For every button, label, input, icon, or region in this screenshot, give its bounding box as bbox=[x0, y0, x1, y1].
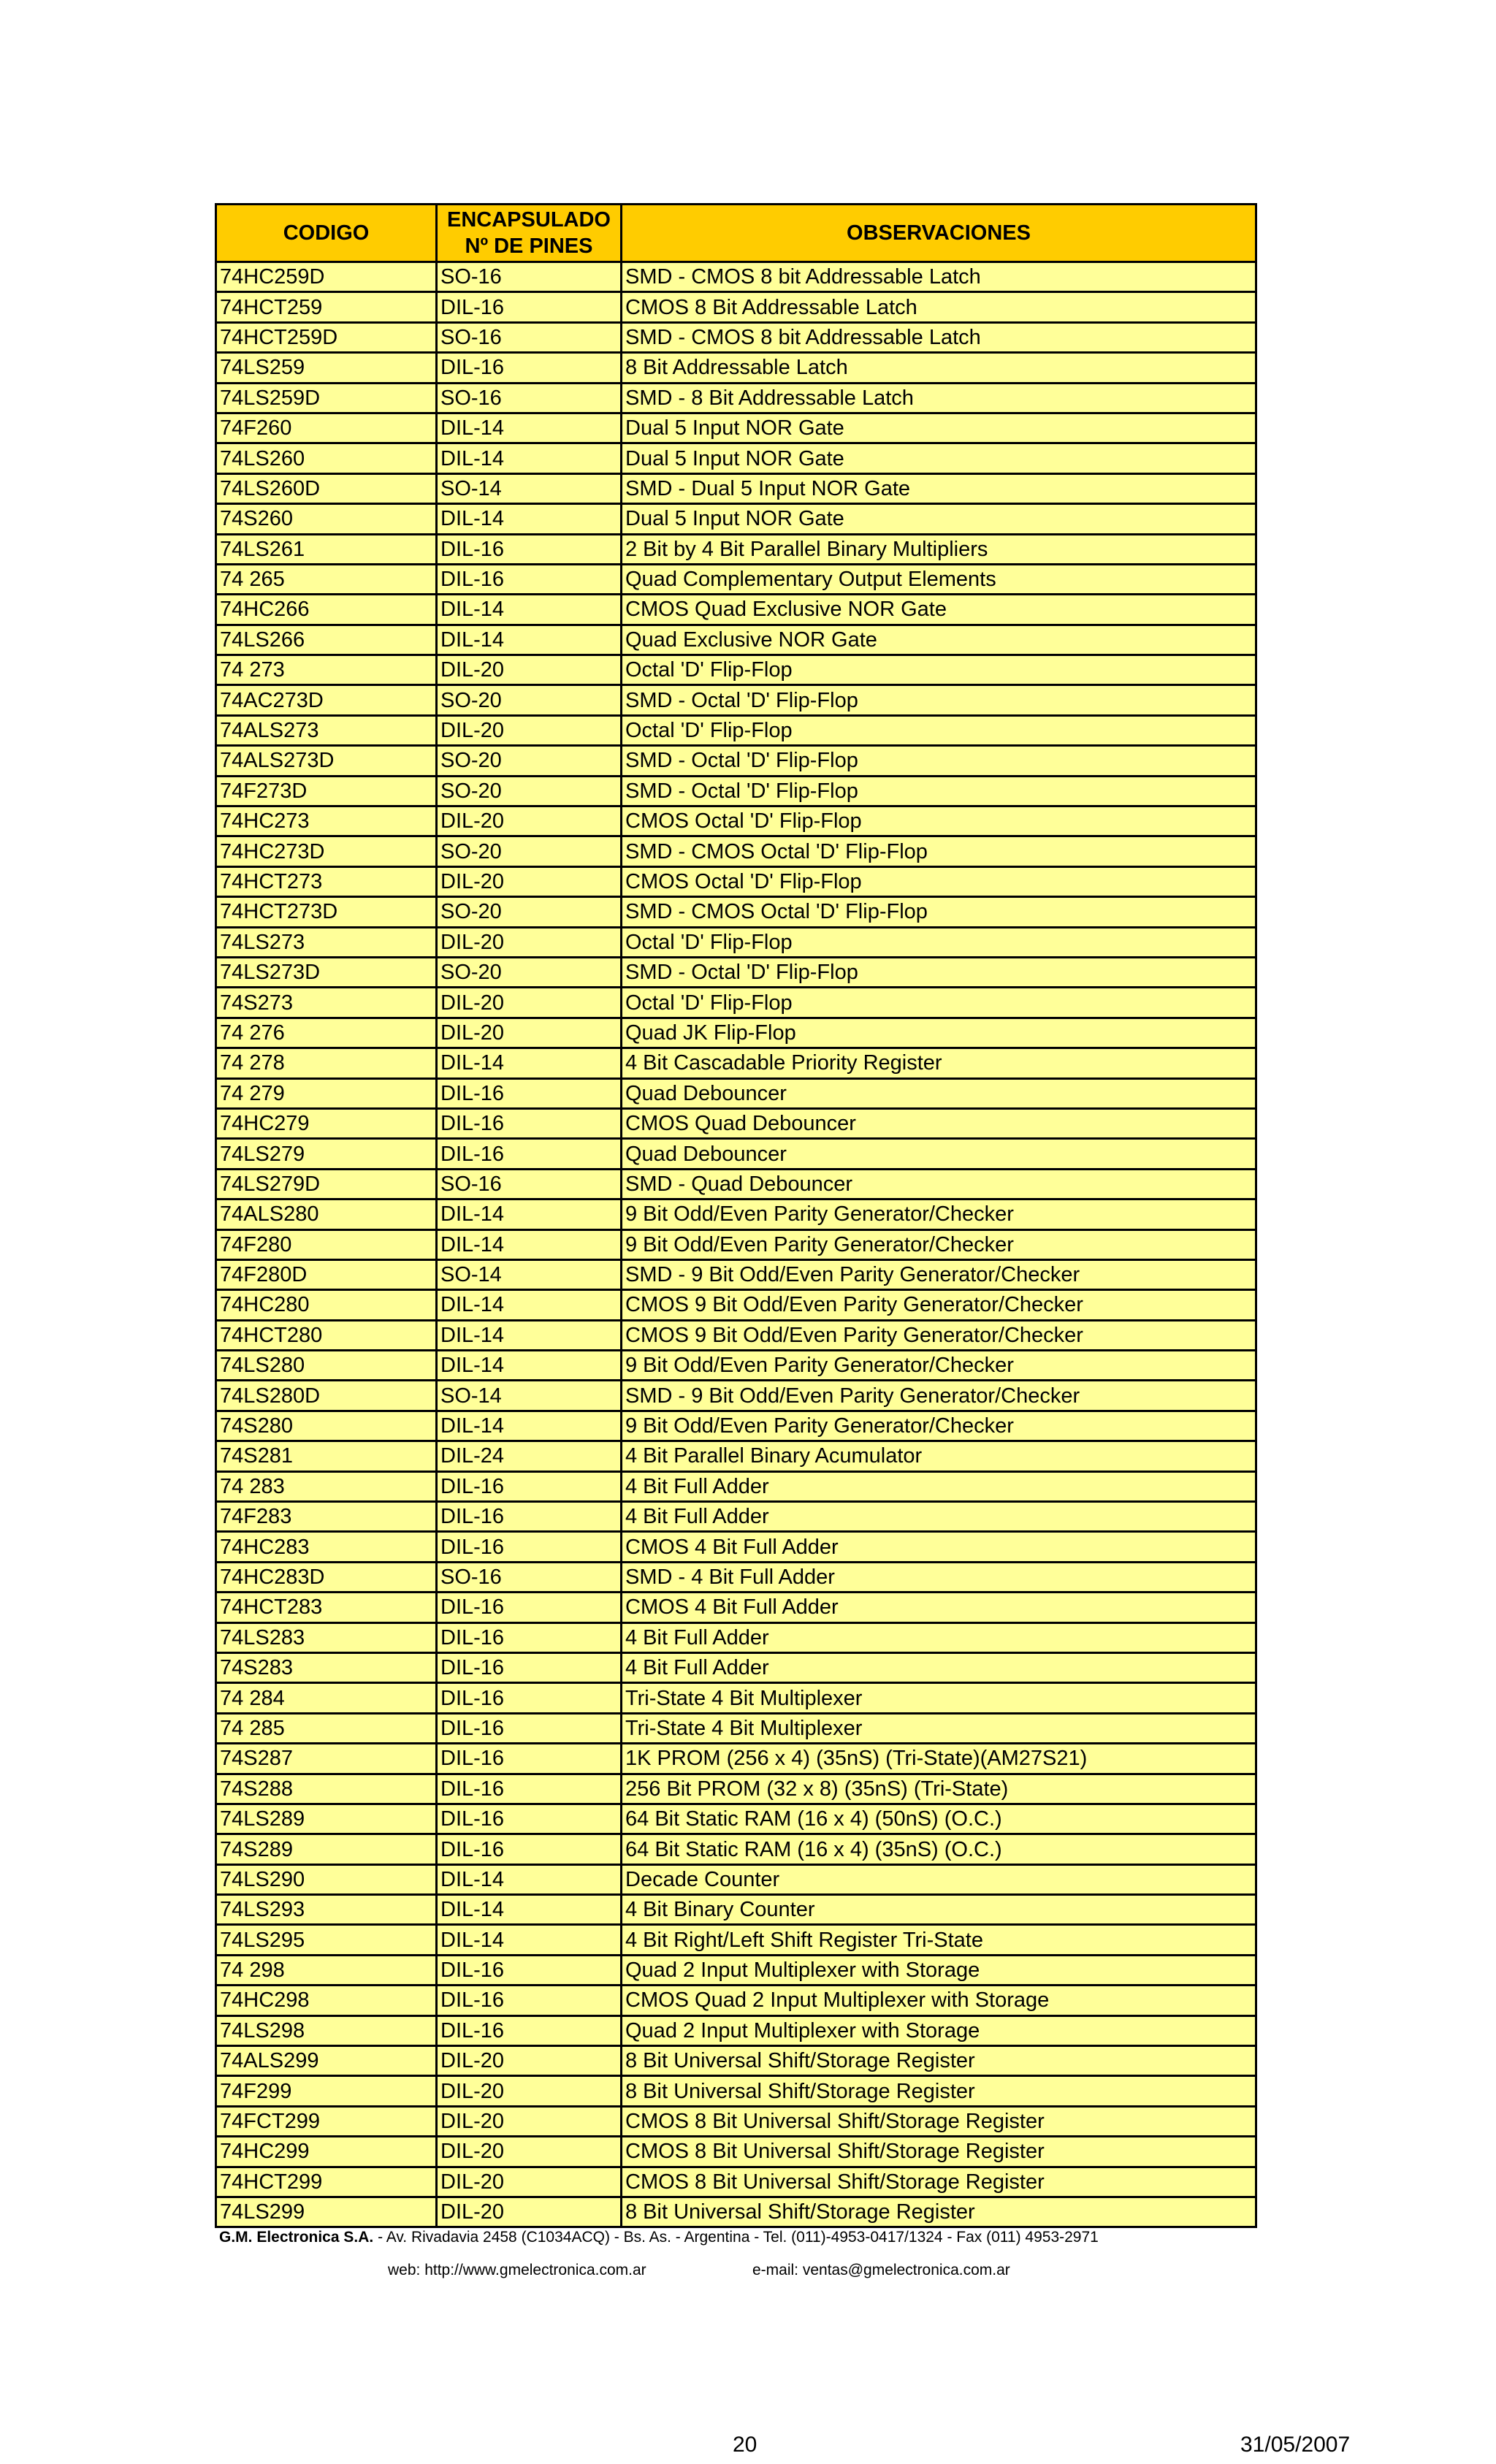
cell-observaciones: SMD - CMOS 8 bit Addressable Latch bbox=[622, 322, 1256, 352]
cell-encapsulado: DIL-16 bbox=[437, 1471, 622, 1501]
cell-encapsulado: SO-20 bbox=[437, 957, 622, 987]
cell-codigo: 74HC273D bbox=[216, 836, 437, 866]
table-row bbox=[216, 383, 1256, 413]
cell-observaciones: CMOS Octal 'D' Flip-Flop bbox=[622, 806, 1256, 836]
cell-codigo: 74ALS280 bbox=[216, 1199, 437, 1229]
cell-codigo: 74ALS273D bbox=[216, 746, 437, 776]
cell-encapsulado: DIL-14 bbox=[437, 1048, 622, 1078]
cell-encapsulado: DIL-20 bbox=[437, 927, 622, 957]
cell-observaciones: 9 Bit Odd/Even Parity Generator/Checker bbox=[622, 1229, 1256, 1259]
cell-codigo: 74AC273D bbox=[216, 685, 437, 715]
cell-codigo: 74F273D bbox=[216, 776, 437, 806]
cell-codigo: 74LS261 bbox=[216, 534, 437, 564]
cell-codigo: 74LS279 bbox=[216, 1139, 437, 1169]
cell-observaciones: Decade Counter bbox=[622, 1864, 1256, 1894]
cell-encapsulado: SO-14 bbox=[437, 1259, 622, 1289]
cell-observaciones: 9 Bit Odd/Even Parity Generator/Checker bbox=[622, 1411, 1256, 1441]
cell-codigo: 74HC273 bbox=[216, 806, 437, 836]
table-row bbox=[216, 1441, 1256, 1471]
cell-codigo: 74HC298 bbox=[216, 1986, 437, 2015]
cell-observaciones: 8 Bit Universal Shift/Storage Register bbox=[622, 2197, 1256, 2227]
cell-observaciones: 9 Bit Odd/Even Parity Generator/Checker bbox=[622, 1199, 1256, 1229]
cell-observaciones: SMD - CMOS Octal 'D' Flip-Flop bbox=[622, 836, 1256, 866]
table-row bbox=[216, 1351, 1256, 1381]
footer-email: e-mail: ventas@gmelectronica.com.ar bbox=[752, 2262, 1010, 2278]
table-body bbox=[216, 262, 1256, 2227]
cell-observaciones: SMD - 8 Bit Addressable Latch bbox=[622, 383, 1256, 413]
cell-encapsulado: DIL-14 bbox=[437, 1229, 622, 1259]
cell-codigo: 74HC259D bbox=[216, 262, 437, 292]
cell-codigo: 74LS259D bbox=[216, 383, 437, 413]
cell-codigo: 74S280 bbox=[216, 1411, 437, 1441]
cell-encapsulado: SO-20 bbox=[437, 685, 622, 715]
table-row bbox=[216, 413, 1256, 443]
cell-codigo: 74LS279D bbox=[216, 1169, 437, 1199]
cell-observaciones: 4 Bit Cascadable Priority Register bbox=[622, 1048, 1256, 1078]
table-row bbox=[216, 1502, 1256, 1532]
table-row bbox=[216, 1078, 1256, 1108]
cell-observaciones: SMD - Octal 'D' Flip-Flop bbox=[622, 685, 1256, 715]
table-row bbox=[216, 715, 1256, 745]
table-row bbox=[216, 504, 1256, 534]
cell-codigo: 74 279 bbox=[216, 1078, 437, 1108]
cell-codigo: 74 284 bbox=[216, 1683, 437, 1713]
cell-observaciones: 8 Bit Universal Shift/Storage Register bbox=[622, 2076, 1256, 2106]
cell-codigo: 74 265 bbox=[216, 564, 437, 594]
cell-observaciones: Quad 2 Input Multiplexer with Storage bbox=[622, 1955, 1256, 1985]
cell-encapsulado: DIL-20 bbox=[437, 806, 622, 836]
cell-observaciones: Quad 2 Input Multiplexer with Storage bbox=[622, 2015, 1256, 2045]
cell-encapsulado: SO-16 bbox=[437, 1562, 622, 1592]
page-date: 31/05/2007 bbox=[1240, 2433, 1351, 2457]
cell-encapsulado: DIL-16 bbox=[437, 1502, 622, 1532]
cell-observaciones: Quad Debouncer bbox=[622, 1139, 1256, 1169]
cell-encapsulado: DIL-16 bbox=[437, 1652, 622, 1682]
cell-codigo: 74 285 bbox=[216, 1713, 437, 1743]
cell-codigo: 74 273 bbox=[216, 655, 437, 685]
cell-observaciones: SMD - Octal 'D' Flip-Flop bbox=[622, 746, 1256, 776]
cell-encapsulado: DIL-20 bbox=[437, 2197, 622, 2227]
cell-codigo: 74HCT273D bbox=[216, 897, 437, 927]
table-row bbox=[216, 353, 1256, 383]
cell-codigo: 74LS273D bbox=[216, 957, 437, 987]
cell-encapsulado: DIL-14 bbox=[437, 413, 622, 443]
cell-observaciones: CMOS Quad 2 Input Multiplexer with Storage bbox=[622, 1986, 1256, 2015]
cell-observaciones: SMD - 9 Bit Odd/Even Parity Generator/Checker bbox=[622, 1381, 1256, 1411]
table-row bbox=[216, 1562, 1256, 1592]
table-row bbox=[216, 534, 1256, 564]
cell-observaciones: CMOS 4 Bit Full Adder bbox=[622, 1532, 1256, 1562]
table-row bbox=[216, 897, 1256, 927]
cell-observaciones: SMD - CMOS 8 bit Addressable Latch bbox=[622, 262, 1256, 292]
cell-encapsulado: DIL-20 bbox=[437, 2167, 622, 2197]
table-row bbox=[216, 2015, 1256, 2045]
cell-observaciones: CMOS 8 Bit Addressable Latch bbox=[622, 292, 1256, 322]
cell-observaciones: SMD - Dual 5 Input NOR Gate bbox=[622, 473, 1256, 503]
table-row bbox=[216, 806, 1256, 836]
cell-encapsulado: DIL-14 bbox=[437, 1320, 622, 1350]
cell-codigo: 74HC266 bbox=[216, 595, 437, 625]
cell-encapsulado: DIL-14 bbox=[437, 1199, 622, 1229]
table-row bbox=[216, 473, 1256, 503]
cell-encapsulado: DIL-20 bbox=[437, 988, 622, 1018]
table-row bbox=[216, 1622, 1256, 1652]
cell-encapsulado: DIL-16 bbox=[437, 353, 622, 383]
table-row bbox=[216, 322, 1256, 352]
table-row bbox=[216, 1290, 1256, 1320]
cell-encapsulado: SO-16 bbox=[437, 383, 622, 413]
table-row bbox=[216, 2106, 1256, 2136]
cell-codigo: 74LS293 bbox=[216, 1895, 437, 1925]
cell-encapsulado: DIL-20 bbox=[437, 1018, 622, 1048]
cell-observaciones: CMOS 8 Bit Universal Shift/Storage Register bbox=[622, 2167, 1256, 2197]
cell-observaciones: Quad JK Flip-Flop bbox=[622, 1018, 1256, 1048]
cell-encapsulado: SO-20 bbox=[437, 897, 622, 927]
cell-observaciones: Dual 5 Input NOR Gate bbox=[622, 443, 1256, 473]
cell-codigo: 74F280 bbox=[216, 1229, 437, 1259]
cell-encapsulado: DIL-16 bbox=[437, 534, 622, 564]
cell-encapsulado: DIL-16 bbox=[437, 1593, 622, 1622]
table-row bbox=[216, 1229, 1256, 1259]
footer-address: - Av. Rivadavia 2458 (C1034ACQ) - Bs. As. - Argentina - Tel. (011)-4953-0417/1324 - Fax (011) 4953-2971 bbox=[373, 2229, 1099, 2246]
cell-observaciones: 9 Bit Odd/Even Parity Generator/Checker bbox=[622, 1351, 1256, 1381]
cell-codigo: 74FCT299 bbox=[216, 2106, 437, 2136]
cell-observaciones: 64 Bit Static RAM (16 x 4) (35nS) (O.C.) bbox=[622, 1834, 1256, 1864]
cell-observaciones: 1K PROM (256 x 4) (35nS) (Tri-State)(AM27S21) bbox=[622, 1744, 1256, 1774]
cell-codigo: 74 276 bbox=[216, 1018, 437, 1048]
cell-encapsulado: DIL-16 bbox=[437, 1108, 622, 1138]
cell-codigo: 74ALS273 bbox=[216, 715, 437, 745]
table-row bbox=[216, 2137, 1256, 2167]
table-row bbox=[216, 1986, 1256, 2015]
cell-encapsulado: DIL-16 bbox=[437, 1532, 622, 1562]
table-row bbox=[216, 1320, 1256, 1350]
cell-observaciones: 4 Bit Parallel Binary Acumulator bbox=[622, 1441, 1256, 1471]
cell-observaciones: CMOS 9 Bit Odd/Even Parity Generator/Checker bbox=[622, 1320, 1256, 1350]
table-row bbox=[216, 2076, 1256, 2106]
cell-observaciones: CMOS Quad Debouncer bbox=[622, 1108, 1256, 1138]
cell-observaciones: SMD - Octal 'D' Flip-Flop bbox=[622, 776, 1256, 806]
cell-codigo: 74LS295 bbox=[216, 1925, 437, 1955]
cell-observaciones: Octal 'D' Flip-Flop bbox=[622, 655, 1256, 685]
cell-observaciones: Quad Exclusive NOR Gate bbox=[622, 625, 1256, 655]
cell-observaciones: 8 Bit Universal Shift/Storage Register bbox=[622, 2046, 1256, 2076]
table-row bbox=[216, 988, 1256, 1018]
table-row bbox=[216, 1411, 1256, 1441]
cell-observaciones: Dual 5 Input NOR Gate bbox=[622, 413, 1256, 443]
cell-observaciones: 4 Bit Full Adder bbox=[622, 1652, 1256, 1682]
table-row bbox=[216, 685, 1256, 715]
table-row bbox=[216, 1471, 1256, 1501]
cell-codigo: 74HCT273 bbox=[216, 866, 437, 896]
cell-codigo: 74HC283D bbox=[216, 1562, 437, 1592]
cell-codigo: 74HC279 bbox=[216, 1108, 437, 1138]
table-row bbox=[216, 1774, 1256, 1804]
cell-codigo: 74HC299 bbox=[216, 2137, 437, 2167]
table-row bbox=[216, 262, 1256, 292]
cell-codigo: 74ALS299 bbox=[216, 2046, 437, 2076]
product-table bbox=[215, 203, 1257, 2228]
cell-encapsulado: DIL-16 bbox=[437, 1834, 622, 1864]
cell-codigo: 74HCT280 bbox=[216, 1320, 437, 1350]
cell-encapsulado: DIL-14 bbox=[437, 1925, 622, 1955]
cell-encapsulado: DIL-16 bbox=[437, 1683, 622, 1713]
table-row bbox=[216, 1652, 1256, 1682]
cell-observaciones: Octal 'D' Flip-Flop bbox=[622, 988, 1256, 1018]
table-row bbox=[216, 625, 1256, 655]
cell-observaciones: CMOS 4 Bit Full Adder bbox=[622, 1593, 1256, 1622]
cell-codigo: 74LS283 bbox=[216, 1622, 437, 1652]
cell-codigo: 74LS280 bbox=[216, 1351, 437, 1381]
table-row bbox=[216, 836, 1256, 866]
cell-encapsulado: DIL-14 bbox=[437, 443, 622, 473]
cell-codigo: 74HC283 bbox=[216, 1532, 437, 1562]
table-row bbox=[216, 564, 1256, 594]
header-encapsulado-line1: ENCAPSULADO bbox=[447, 208, 611, 232]
cell-codigo: 74S281 bbox=[216, 1441, 437, 1471]
cell-codigo: 74 283 bbox=[216, 1471, 437, 1501]
cell-encapsulado: DIL-14 bbox=[437, 625, 622, 655]
cell-codigo: 74 298 bbox=[216, 1955, 437, 1985]
table-row bbox=[216, 1139, 1256, 1169]
cell-observaciones: Dual 5 Input NOR Gate bbox=[622, 504, 1256, 534]
cell-codigo: 74S289 bbox=[216, 1834, 437, 1864]
cell-encapsulado: DIL-20 bbox=[437, 2076, 622, 2106]
table-row bbox=[216, 2167, 1256, 2197]
cell-encapsulado: DIL-20 bbox=[437, 715, 622, 745]
table-row bbox=[216, 1925, 1256, 1955]
cell-encapsulado: DIL-14 bbox=[437, 1290, 622, 1320]
cell-codigo: 74LS280D bbox=[216, 1381, 437, 1411]
cell-encapsulado: SO-16 bbox=[437, 262, 622, 292]
cell-codigo: 74HC280 bbox=[216, 1290, 437, 1320]
table-row bbox=[216, 1259, 1256, 1289]
cell-codigo: 74F280D bbox=[216, 1259, 437, 1289]
table-row bbox=[216, 1018, 1256, 1048]
header-codigo: CODIGO bbox=[216, 205, 437, 262]
table-row bbox=[216, 1108, 1256, 1138]
cell-codigo: 74HCT259 bbox=[216, 292, 437, 322]
cell-encapsulado: DIL-20 bbox=[437, 866, 622, 896]
cell-codigo: 74HCT259D bbox=[216, 322, 437, 352]
table-row bbox=[216, 1199, 1256, 1229]
table-row bbox=[216, 2197, 1256, 2227]
cell-encapsulado: DIL-14 bbox=[437, 504, 622, 534]
cell-encapsulado: DIL-16 bbox=[437, 1986, 622, 2015]
cell-codigo: 74LS259 bbox=[216, 353, 437, 383]
table-row bbox=[216, 957, 1256, 987]
cell-observaciones: 8 Bit Addressable Latch bbox=[622, 353, 1256, 383]
cell-observaciones: 4 Bit Binary Counter bbox=[622, 1895, 1256, 1925]
cell-observaciones: SMD - CMOS Octal 'D' Flip-Flop bbox=[622, 897, 1256, 927]
cell-encapsulado: DIL-20 bbox=[437, 2046, 622, 2076]
cell-codigo: 74LS260 bbox=[216, 443, 437, 473]
table-row bbox=[216, 1713, 1256, 1743]
cell-codigo: 74S273 bbox=[216, 988, 437, 1018]
cell-encapsulado: DIL-20 bbox=[437, 2106, 622, 2136]
table-row bbox=[216, 292, 1256, 322]
cell-encapsulado: DIL-14 bbox=[437, 1895, 622, 1925]
page-number: 20 bbox=[733, 2433, 757, 2457]
cell-encapsulado: DIL-14 bbox=[437, 1411, 622, 1441]
cell-encapsulado: DIL-16 bbox=[437, 1744, 622, 1774]
cell-codigo: 74LS289 bbox=[216, 1804, 437, 1834]
cell-observaciones: SMD - 4 Bit Full Adder bbox=[622, 1562, 1256, 1592]
cell-observaciones: Octal 'D' Flip-Flop bbox=[622, 927, 1256, 957]
cell-encapsulado: DIL-14 bbox=[437, 1864, 622, 1894]
table-row bbox=[216, 746, 1256, 776]
table-row bbox=[216, 1593, 1256, 1622]
table-row bbox=[216, 655, 1256, 685]
cell-codigo: 74LS266 bbox=[216, 625, 437, 655]
cell-observaciones: Tri-State 4 Bit Multiplexer bbox=[622, 1683, 1256, 1713]
cell-observaciones: Quad Debouncer bbox=[622, 1078, 1256, 1108]
header-encapsulado bbox=[437, 205, 622, 262]
cell-observaciones: 4 Bit Right/Left Shift Register Tri-State bbox=[622, 1925, 1256, 1955]
cell-observaciones: SMD - Octal 'D' Flip-Flop bbox=[622, 957, 1256, 987]
cell-encapsulado: DIL-16 bbox=[437, 1622, 622, 1652]
cell-codigo: 74LS299 bbox=[216, 2197, 437, 2227]
cell-encapsulado: DIL-16 bbox=[437, 1078, 622, 1108]
table-row bbox=[216, 2046, 1256, 2076]
table-row bbox=[216, 1864, 1256, 1894]
cell-observaciones: Octal 'D' Flip-Flop bbox=[622, 715, 1256, 745]
cell-observaciones: Quad Complementary Output Elements bbox=[622, 564, 1256, 594]
cell-observaciones: CMOS Quad Exclusive NOR Gate bbox=[622, 595, 1256, 625]
cell-codigo: 74S283 bbox=[216, 1652, 437, 1682]
table-row bbox=[216, 1169, 1256, 1199]
cell-encapsulado: DIL-16 bbox=[437, 1955, 622, 1985]
cell-encapsulado: DIL-16 bbox=[437, 1713, 622, 1743]
cell-codigo: 74S260 bbox=[216, 504, 437, 534]
cell-encapsulado: DIL-14 bbox=[437, 1351, 622, 1381]
cell-encapsulado: SO-20 bbox=[437, 776, 622, 806]
cell-observaciones: 2 Bit by 4 Bit Parallel Binary Multipliers bbox=[622, 534, 1256, 564]
table-row bbox=[216, 1532, 1256, 1562]
table-row bbox=[216, 595, 1256, 625]
cell-encapsulado: DIL-16 bbox=[437, 1804, 622, 1834]
cell-codigo: 74F260 bbox=[216, 413, 437, 443]
cell-encapsulado: DIL-14 bbox=[437, 595, 622, 625]
footer-company-name: G.M. Electronica S.A. bbox=[219, 2229, 374, 2246]
cell-encapsulado: DIL-16 bbox=[437, 1774, 622, 1804]
cell-encapsulado: SO-14 bbox=[437, 1381, 622, 1411]
cell-codigo: 74LS290 bbox=[216, 1864, 437, 1894]
cell-encapsulado: DIL-16 bbox=[437, 2015, 622, 2045]
cell-observaciones: CMOS 8 Bit Universal Shift/Storage Register bbox=[622, 2106, 1256, 2136]
table-row bbox=[216, 1895, 1256, 1925]
table-row bbox=[216, 1744, 1256, 1774]
cell-encapsulado: SO-20 bbox=[437, 836, 622, 866]
cell-encapsulado: SO-16 bbox=[437, 322, 622, 352]
table-row bbox=[216, 443, 1256, 473]
table-row bbox=[216, 1048, 1256, 1078]
table-row bbox=[216, 1683, 1256, 1713]
table-row bbox=[216, 1804, 1256, 1834]
cell-codigo: 74HCT299 bbox=[216, 2167, 437, 2197]
cell-observaciones: Tri-State 4 Bit Multiplexer bbox=[622, 1713, 1256, 1743]
cell-encapsulado: DIL-16 bbox=[437, 1139, 622, 1169]
cell-observaciones: 64 Bit Static RAM (16 x 4) (50nS) (O.C.) bbox=[622, 1804, 1256, 1834]
cell-codigo: 74HCT283 bbox=[216, 1593, 437, 1622]
cell-encapsulado: DIL-24 bbox=[437, 1441, 622, 1471]
cell-codigo: 74LS273 bbox=[216, 927, 437, 957]
cell-encapsulado: DIL-16 bbox=[437, 564, 622, 594]
cell-codigo: 74 278 bbox=[216, 1048, 437, 1078]
cell-codigo: 74F283 bbox=[216, 1502, 437, 1532]
cell-observaciones: 4 Bit Full Adder bbox=[622, 1502, 1256, 1532]
table-row bbox=[216, 866, 1256, 896]
table-row bbox=[216, 776, 1256, 806]
cell-encapsulado: SO-20 bbox=[437, 746, 622, 776]
cell-observaciones: CMOS Octal 'D' Flip-Flop bbox=[622, 866, 1256, 896]
table-row bbox=[216, 1381, 1256, 1411]
cell-observaciones: SMD - 9 Bit Odd/Even Parity Generator/Checker bbox=[622, 1259, 1256, 1289]
cell-codigo: 74S287 bbox=[216, 1744, 437, 1774]
table-header-row bbox=[216, 205, 1256, 262]
table-row bbox=[216, 1955, 1256, 1985]
table-row bbox=[216, 1834, 1256, 1864]
cell-codigo: 74LS298 bbox=[216, 2015, 437, 2045]
cell-observaciones: 4 Bit Full Adder bbox=[622, 1471, 1256, 1501]
cell-codigo: 74S288 bbox=[216, 1774, 437, 1804]
cell-observaciones: CMOS 9 Bit Odd/Even Parity Generator/Checker bbox=[622, 1290, 1256, 1320]
cell-observaciones: SMD - Quad Debouncer bbox=[622, 1169, 1256, 1199]
table-row bbox=[216, 927, 1256, 957]
header-encapsulado-line2: Nº DE PINES bbox=[465, 234, 593, 258]
cell-encapsulado: DIL-16 bbox=[437, 292, 622, 322]
cell-codigo: 74LS260D bbox=[216, 473, 437, 503]
cell-observaciones: 256 Bit PROM (32 x 8) (35nS) (Tri-State) bbox=[622, 1774, 1256, 1804]
cell-encapsulado: DIL-20 bbox=[437, 655, 622, 685]
cell-codigo: 74F299 bbox=[216, 2076, 437, 2106]
cell-encapsulado: SO-14 bbox=[437, 473, 622, 503]
cell-observaciones: 4 Bit Full Adder bbox=[622, 1622, 1256, 1652]
footer-web: web: http://www.gmelectronica.com.ar bbox=[388, 2262, 646, 2278]
cell-encapsulado: DIL-20 bbox=[437, 2137, 622, 2167]
footer-company-line bbox=[219, 2229, 1099, 2246]
cell-encapsulado: SO-16 bbox=[437, 1169, 622, 1199]
cell-observaciones: CMOS 8 Bit Universal Shift/Storage Register bbox=[622, 2137, 1256, 2167]
header-observaciones: OBSERVACIONES bbox=[622, 205, 1256, 262]
